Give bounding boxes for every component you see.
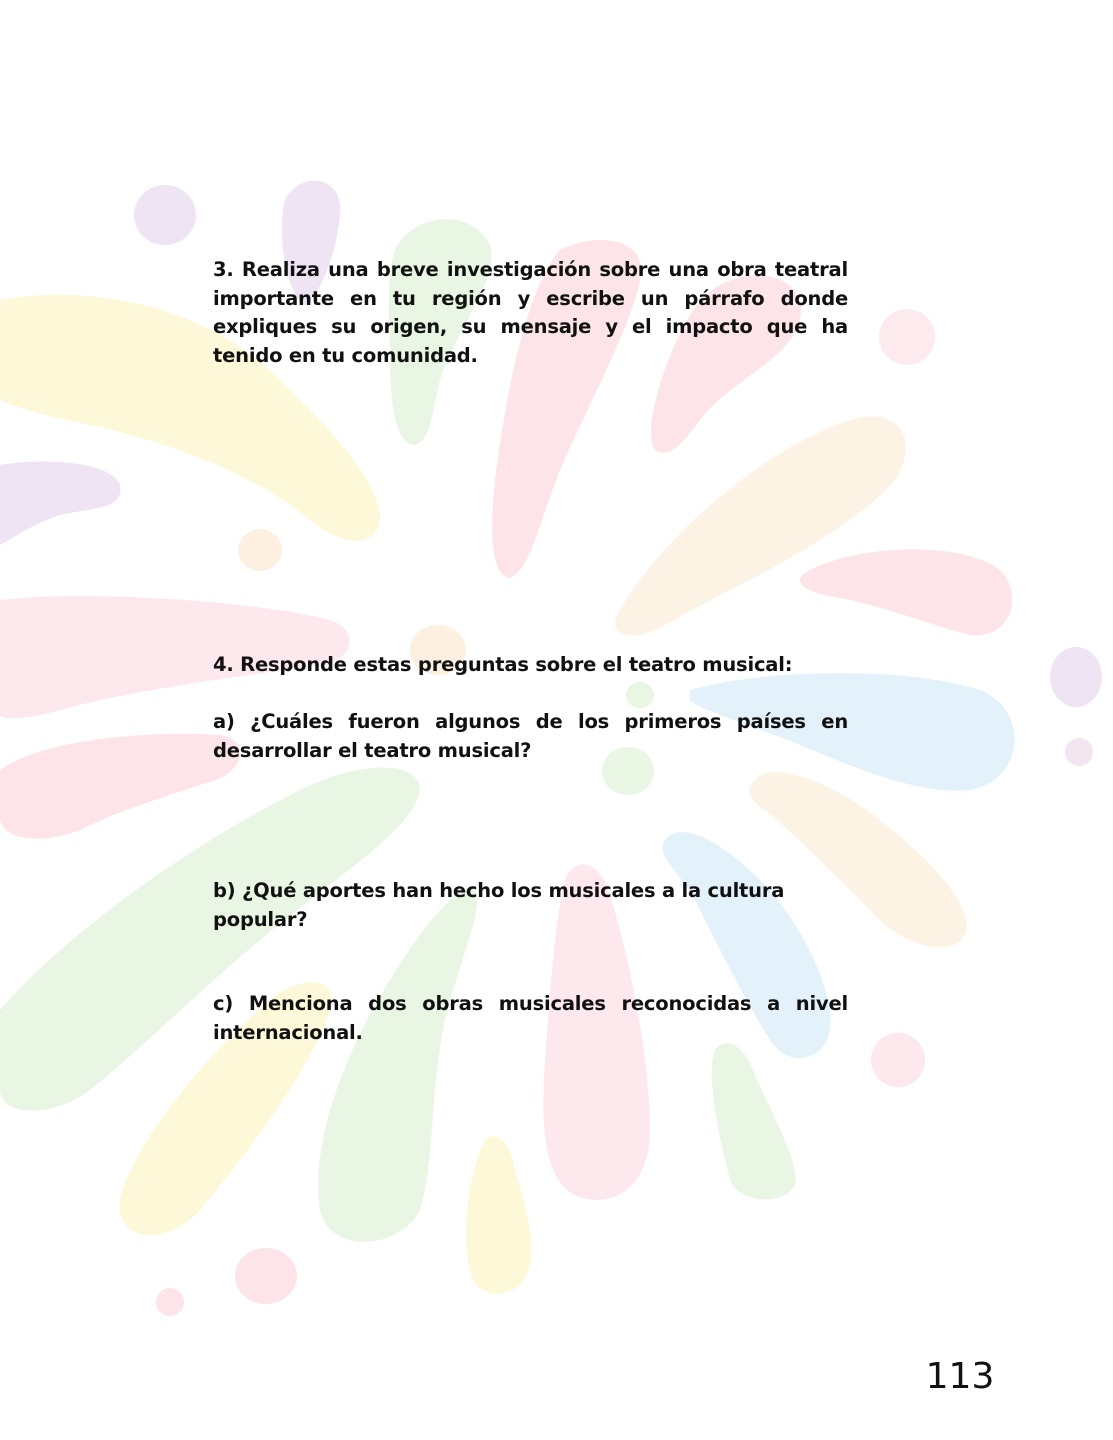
splash-petal	[0, 734, 240, 839]
splash-dot	[626, 682, 654, 708]
splash-dot	[879, 309, 935, 365]
splash-dot	[1050, 647, 1102, 707]
splash-petal	[800, 549, 1012, 635]
splash-petal	[0, 462, 120, 545]
splash-dot	[235, 1248, 297, 1304]
question-4-heading: 4. Responde estas preguntas sobre el teatro musical:	[213, 653, 793, 676]
splash-dot	[1065, 738, 1093, 766]
splash-dot	[238, 529, 282, 571]
question-4b: b) ¿Qué aportes han hecho los musicales a la cultura popular?	[213, 879, 785, 931]
splash-dot	[871, 1033, 925, 1087]
splash-petal	[466, 1136, 531, 1293]
splash-dot	[156, 1288, 184, 1316]
splash-petal	[318, 889, 477, 1242]
question-4c: c) Menciona dos obras musicales reconocidas a nivel internacional.	[213, 992, 848, 1044]
splash-petal	[712, 1043, 796, 1199]
splash-dot	[134, 185, 196, 245]
question-4a: a) ¿Cuáles fueron algunos de los primeros países en desarrollar el teatro musical?	[213, 710, 848, 762]
question-3: 3. Realiza una breve investigación sobre una obra teatral importante en tu región y escribe un párrafo donde expliques su origen, su mensaje y el impacto que ha tenido en tu comunidad.	[213, 258, 848, 367]
page-number: 113	[925, 1356, 995, 1397]
